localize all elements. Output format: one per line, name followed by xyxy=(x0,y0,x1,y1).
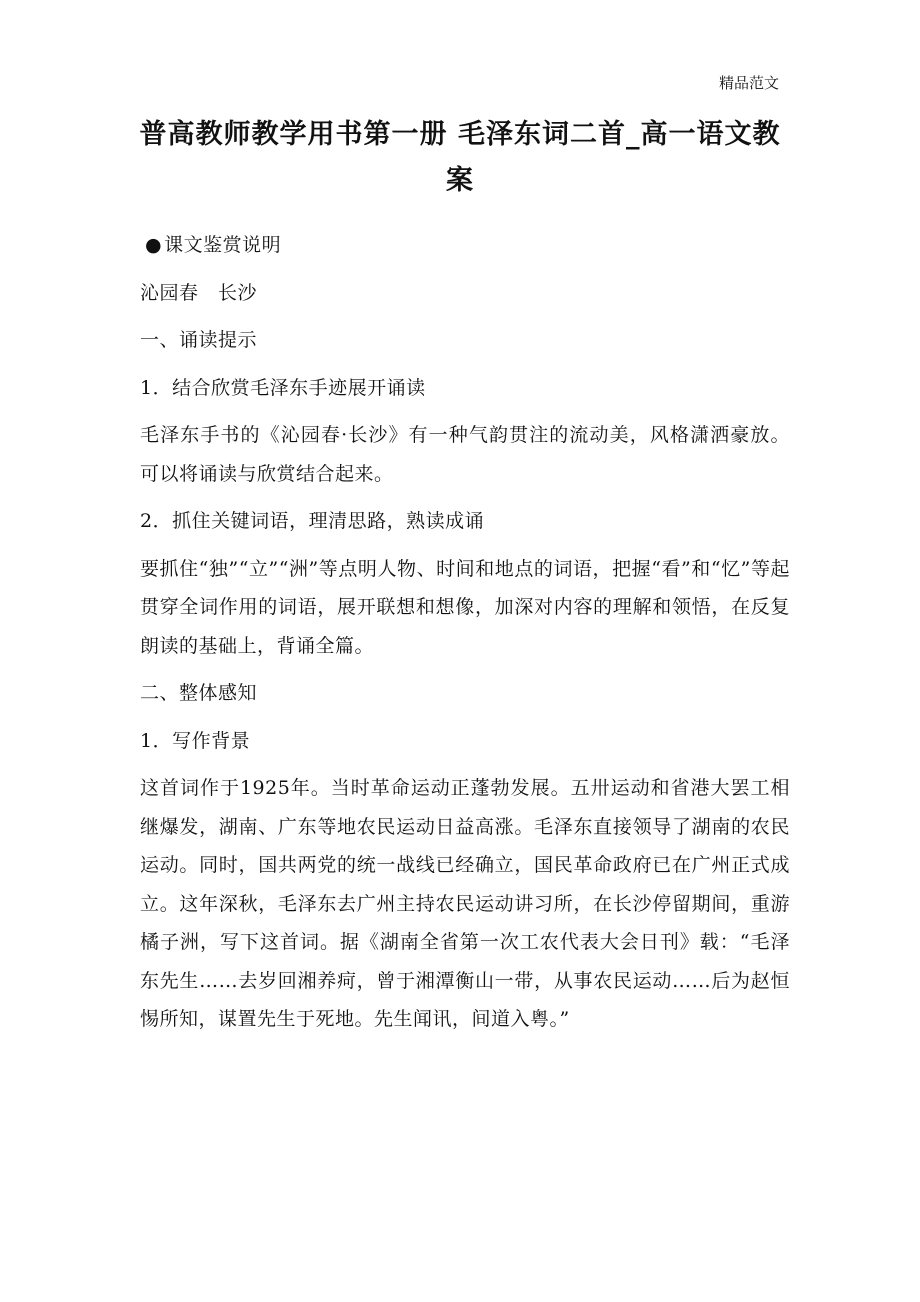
section-heading xyxy=(140,226,790,265)
poem-title: 沁园春 长沙 xyxy=(140,281,258,304)
bullet-icon: ● xyxy=(145,234,163,256)
part2-item1-heading: 1．写作背景 xyxy=(140,729,251,752)
part2-heading: 二、整体感知 xyxy=(140,682,258,704)
section-heading-text: 课文鉴赏说明 xyxy=(164,234,282,256)
part1-item2-heading: 2．抓住关键词语，理清思路，熟读成诵 xyxy=(140,510,485,532)
part1-item2-paragraph: 要抓住“独”“立”“洲”等点明人物、时间和地点的词语，把握“看”和“忆”等起贯穿全词作用的词语，展开联想和想像，加深对内容的理解和领悟，在反复朗读的基础上，背诵全篇。 xyxy=(140,557,790,657)
header-tag: 精品范文 xyxy=(718,74,779,92)
part2-item1-paragraph: 这首词作于1925年。当时革命运动正蓬勃发展。五卅运动和省港大罢工相继爆发，湖南、广东等地农民运动日益高涨。毛泽东直接领导了湖南的农民运动。同时，国共两党的统一战线已经确立，国民革命政府已在广州正式成立。这年深秋，毛泽东去广州主持农民运动讲习所，在长沙停留期间，重游橘子洲，写下这首词。据《湖南全省第一次工农代表大会日刊》载：“毛泽东先生……去岁回湘养疴，曾于湘潭衡山一带，从事农民运动……后为赵恒惕所知，谋置先生于死地。先生闻讯，间道入粤。” xyxy=(140,777,790,1030)
document-body xyxy=(140,226,790,1048)
part1-item1-paragraph: 毛泽东手书的《沁园春·长沙》有一种气韵贯注的流动美，风格潇洒豪放。可以将诵读与欣赏结合起来。 xyxy=(140,424,790,485)
document-title: 普高教师教学用书第一册 毛泽东词二首_高一语文教案 xyxy=(139,119,781,196)
part1-item1-heading: 1．结合欣赏毛泽东手迹展开诵读 xyxy=(140,376,426,399)
part1-heading: 一、诵读提示 xyxy=(140,329,258,351)
